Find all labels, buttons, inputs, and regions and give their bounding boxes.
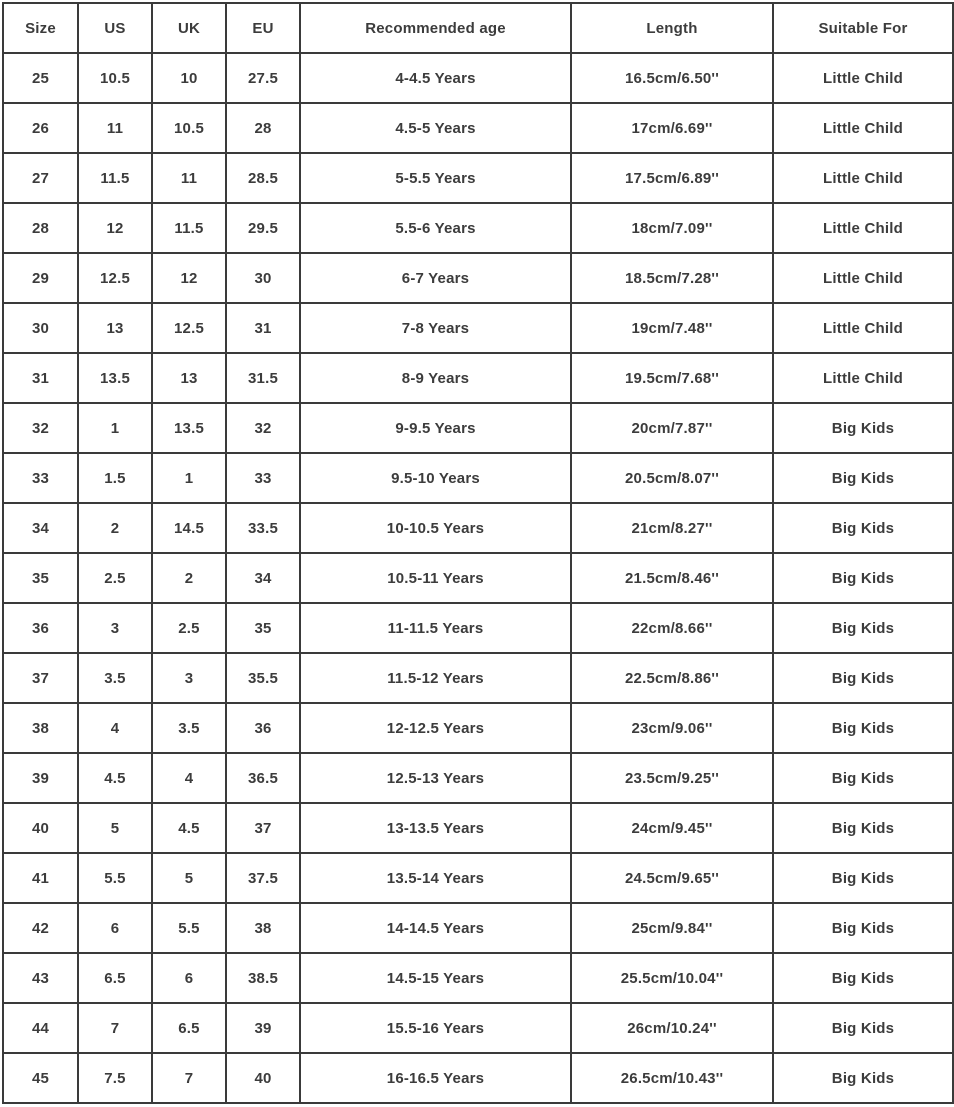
table-cell: Big Kids (773, 1003, 953, 1053)
table-cell: 14-14.5 Years (300, 903, 571, 953)
table-row (3, 953, 953, 1003)
table-cell: 34 (226, 553, 300, 603)
table-row (3, 603, 953, 653)
table-row (3, 103, 953, 153)
table-cell: Big Kids (773, 853, 953, 903)
table-cell: 11.5 (78, 153, 152, 203)
table-cell: 25 (3, 53, 78, 103)
table-cell: Little Child (773, 353, 953, 403)
table-cell: 38 (3, 703, 78, 753)
table-cell: 40 (3, 803, 78, 853)
table-cell: 6.5 (78, 953, 152, 1003)
table-row (3, 1003, 953, 1053)
table-cell: Big Kids (773, 503, 953, 553)
table-row (3, 303, 953, 353)
table-cell: 36.5 (226, 753, 300, 803)
header-row (3, 3, 953, 53)
table-cell: 21.5cm/8.46'' (571, 553, 773, 603)
table-cell: 11.5-12 Years (300, 653, 571, 703)
table-cell: 11 (78, 103, 152, 153)
table-cell: 18cm/7.09'' (571, 203, 773, 253)
table-cell: 5 (152, 853, 226, 903)
table-cell: 6.5 (152, 1003, 226, 1053)
table-cell: 21cm/8.27'' (571, 503, 773, 553)
table-cell: 29 (3, 253, 78, 303)
table-cell: 7-8 Years (300, 303, 571, 353)
table-cell: 31.5 (226, 353, 300, 403)
table-cell: 35.5 (226, 653, 300, 703)
table-cell: 41 (3, 853, 78, 903)
table-body (3, 53, 953, 1103)
table-cell: 36 (3, 603, 78, 653)
table-cell: 17cm/6.69'' (571, 103, 773, 153)
table-cell: Big Kids (773, 753, 953, 803)
table-cell: 30 (226, 253, 300, 303)
table-cell: 33 (226, 453, 300, 503)
table-cell: 20.5cm/8.07'' (571, 453, 773, 503)
table-cell: 15.5-16 Years (300, 1003, 571, 1053)
table-cell: Little Child (773, 303, 953, 353)
table-cell: 12 (152, 253, 226, 303)
table-cell: 10.5-11 Years (300, 553, 571, 603)
table-cell: 16-16.5 Years (300, 1053, 571, 1103)
table-cell: 10.5 (78, 53, 152, 103)
table-cell: 37 (226, 803, 300, 853)
table-cell: 22.5cm/8.86'' (571, 653, 773, 703)
table-cell: 4.5 (152, 803, 226, 853)
table-cell: 12-12.5 Years (300, 703, 571, 753)
table-cell: 26cm/10.24'' (571, 1003, 773, 1053)
table-cell: 19.5cm/7.68'' (571, 353, 773, 403)
table-cell: 25cm/9.84'' (571, 903, 773, 953)
table-row (3, 53, 953, 103)
table-cell: 12.5 (152, 303, 226, 353)
table-cell: 1 (78, 403, 152, 453)
table-cell: Big Kids (773, 953, 953, 1003)
table-cell: 6-7 Years (300, 253, 571, 303)
column-header-recommended-age: Recommended age (300, 3, 571, 53)
table-row (3, 353, 953, 403)
table-cell: 28 (3, 203, 78, 253)
table-cell: 20cm/7.87'' (571, 403, 773, 453)
table-cell: 33.5 (226, 503, 300, 553)
table-cell: 19cm/7.48'' (571, 303, 773, 353)
table-cell: 42 (3, 903, 78, 953)
table-cell: 4-4.5 Years (300, 53, 571, 103)
table-cell: Little Child (773, 103, 953, 153)
table-row (3, 853, 953, 903)
table-cell: 43 (3, 953, 78, 1003)
table-cell: 39 (226, 1003, 300, 1053)
table-cell: 5 (78, 803, 152, 853)
table-cell: 18.5cm/7.28'' (571, 253, 773, 303)
table-cell: Little Child (773, 53, 953, 103)
table-cell: Big Kids (773, 553, 953, 603)
table-cell: Little Child (773, 253, 953, 303)
table-cell: 26 (3, 103, 78, 153)
table-cell: 11-11.5 Years (300, 603, 571, 653)
table-cell: 26.5cm/10.43'' (571, 1053, 773, 1103)
table-cell: 37 (3, 653, 78, 703)
table-row (3, 503, 953, 553)
table-cell: 2 (78, 503, 152, 553)
table-cell: 3 (78, 603, 152, 653)
table-cell: Big Kids (773, 603, 953, 653)
table-row (3, 253, 953, 303)
table-cell: Big Kids (773, 803, 953, 853)
table-cell: 9.5-10 Years (300, 453, 571, 503)
table-row (3, 553, 953, 603)
table-cell: 5.5-6 Years (300, 203, 571, 253)
table-cell: 31 (226, 303, 300, 353)
table-cell: Little Child (773, 153, 953, 203)
table-cell: 10.5 (152, 103, 226, 153)
table-cell: 11.5 (152, 203, 226, 253)
table-cell: 6 (152, 953, 226, 1003)
column-header-eu: EU (226, 3, 300, 53)
table-cell: 11 (152, 153, 226, 203)
table-cell: 25.5cm/10.04'' (571, 953, 773, 1003)
table-row (3, 903, 953, 953)
table-cell: 39 (3, 753, 78, 803)
table-cell: 2 (152, 553, 226, 603)
table-cell: 4 (152, 753, 226, 803)
table-cell: Big Kids (773, 703, 953, 753)
table-cell: 23cm/9.06'' (571, 703, 773, 753)
table-cell: 12.5 (78, 253, 152, 303)
table-cell: 14.5-15 Years (300, 953, 571, 1003)
table-row (3, 1053, 953, 1103)
table-cell: 28.5 (226, 153, 300, 203)
column-header-length: Length (571, 3, 773, 53)
table-cell: 35 (226, 603, 300, 653)
table-cell: 3 (152, 653, 226, 703)
table-cell: 3.5 (152, 703, 226, 753)
table-cell: Big Kids (773, 1053, 953, 1103)
table-cell: 34 (3, 503, 78, 553)
table-cell: 4.5 (78, 753, 152, 803)
table-cell: Little Child (773, 203, 953, 253)
table-cell: 7.5 (78, 1053, 152, 1103)
table-cell: 7 (78, 1003, 152, 1053)
table-cell: 22cm/8.66'' (571, 603, 773, 653)
table-cell: 2.5 (152, 603, 226, 653)
table-row (3, 403, 953, 453)
table-row (3, 653, 953, 703)
table-cell: 2.5 (78, 553, 152, 603)
table-cell: 5.5 (152, 903, 226, 953)
table-cell: 35 (3, 553, 78, 603)
table-cell: 4.5-5 Years (300, 103, 571, 153)
table-row (3, 703, 953, 753)
table-cell: 24cm/9.45'' (571, 803, 773, 853)
column-header-suitable-for: Suitable For (773, 3, 953, 53)
table-cell: 1.5 (78, 453, 152, 503)
column-header-us: US (78, 3, 152, 53)
table-cell: 38.5 (226, 953, 300, 1003)
table-cell: 45 (3, 1053, 78, 1103)
table-row (3, 153, 953, 203)
table-cell: 5-5.5 Years (300, 153, 571, 203)
table-cell: 32 (226, 403, 300, 453)
table-cell: 33 (3, 453, 78, 503)
table-cell: 17.5cm/6.89'' (571, 153, 773, 203)
table-cell: Big Kids (773, 903, 953, 953)
table-cell: 13.5-14 Years (300, 853, 571, 903)
table-cell: Big Kids (773, 403, 953, 453)
table-cell: 5.5 (78, 853, 152, 903)
table-cell: 24.5cm/9.65'' (571, 853, 773, 903)
table-row (3, 803, 953, 853)
table-cell: 13-13.5 Years (300, 803, 571, 853)
table-cell: 13 (152, 353, 226, 403)
size-chart-table (2, 2, 954, 1104)
table-cell: 4 (78, 703, 152, 753)
table-cell: 30 (3, 303, 78, 353)
table-cell: 29.5 (226, 203, 300, 253)
table-cell: 32 (3, 403, 78, 453)
table-cell: 8-9 Years (300, 353, 571, 403)
table-cell: 13.5 (152, 403, 226, 453)
table-cell: 16.5cm/6.50'' (571, 53, 773, 103)
table-cell: 37.5 (226, 853, 300, 903)
table-cell: 9-9.5 Years (300, 403, 571, 453)
table-cell: 27.5 (226, 53, 300, 103)
table-cell: 3.5 (78, 653, 152, 703)
table-cell: 31 (3, 353, 78, 403)
column-header-uk: UK (152, 3, 226, 53)
table-cell: Big Kids (773, 653, 953, 703)
table-cell: 28 (226, 103, 300, 153)
table-cell: 23.5cm/9.25'' (571, 753, 773, 803)
table-cell: 38 (226, 903, 300, 953)
table-cell: 10 (152, 53, 226, 103)
table-cell: 13 (78, 303, 152, 353)
table-cell: 7 (152, 1053, 226, 1103)
table-cell: 14.5 (152, 503, 226, 553)
table-cell: 13.5 (78, 353, 152, 403)
table-cell: Big Kids (773, 453, 953, 503)
table-row (3, 753, 953, 803)
table-row (3, 203, 953, 253)
table-row (3, 453, 953, 503)
table-cell: 12 (78, 203, 152, 253)
table-cell: 40 (226, 1053, 300, 1103)
table-cell: 44 (3, 1003, 78, 1053)
table-cell: 6 (78, 903, 152, 953)
table-cell: 10-10.5 Years (300, 503, 571, 553)
table-cell: 12.5-13 Years (300, 753, 571, 803)
table-cell: 27 (3, 153, 78, 203)
table-cell: 1 (152, 453, 226, 503)
table-cell: 36 (226, 703, 300, 753)
column-header-size: Size (3, 3, 78, 53)
